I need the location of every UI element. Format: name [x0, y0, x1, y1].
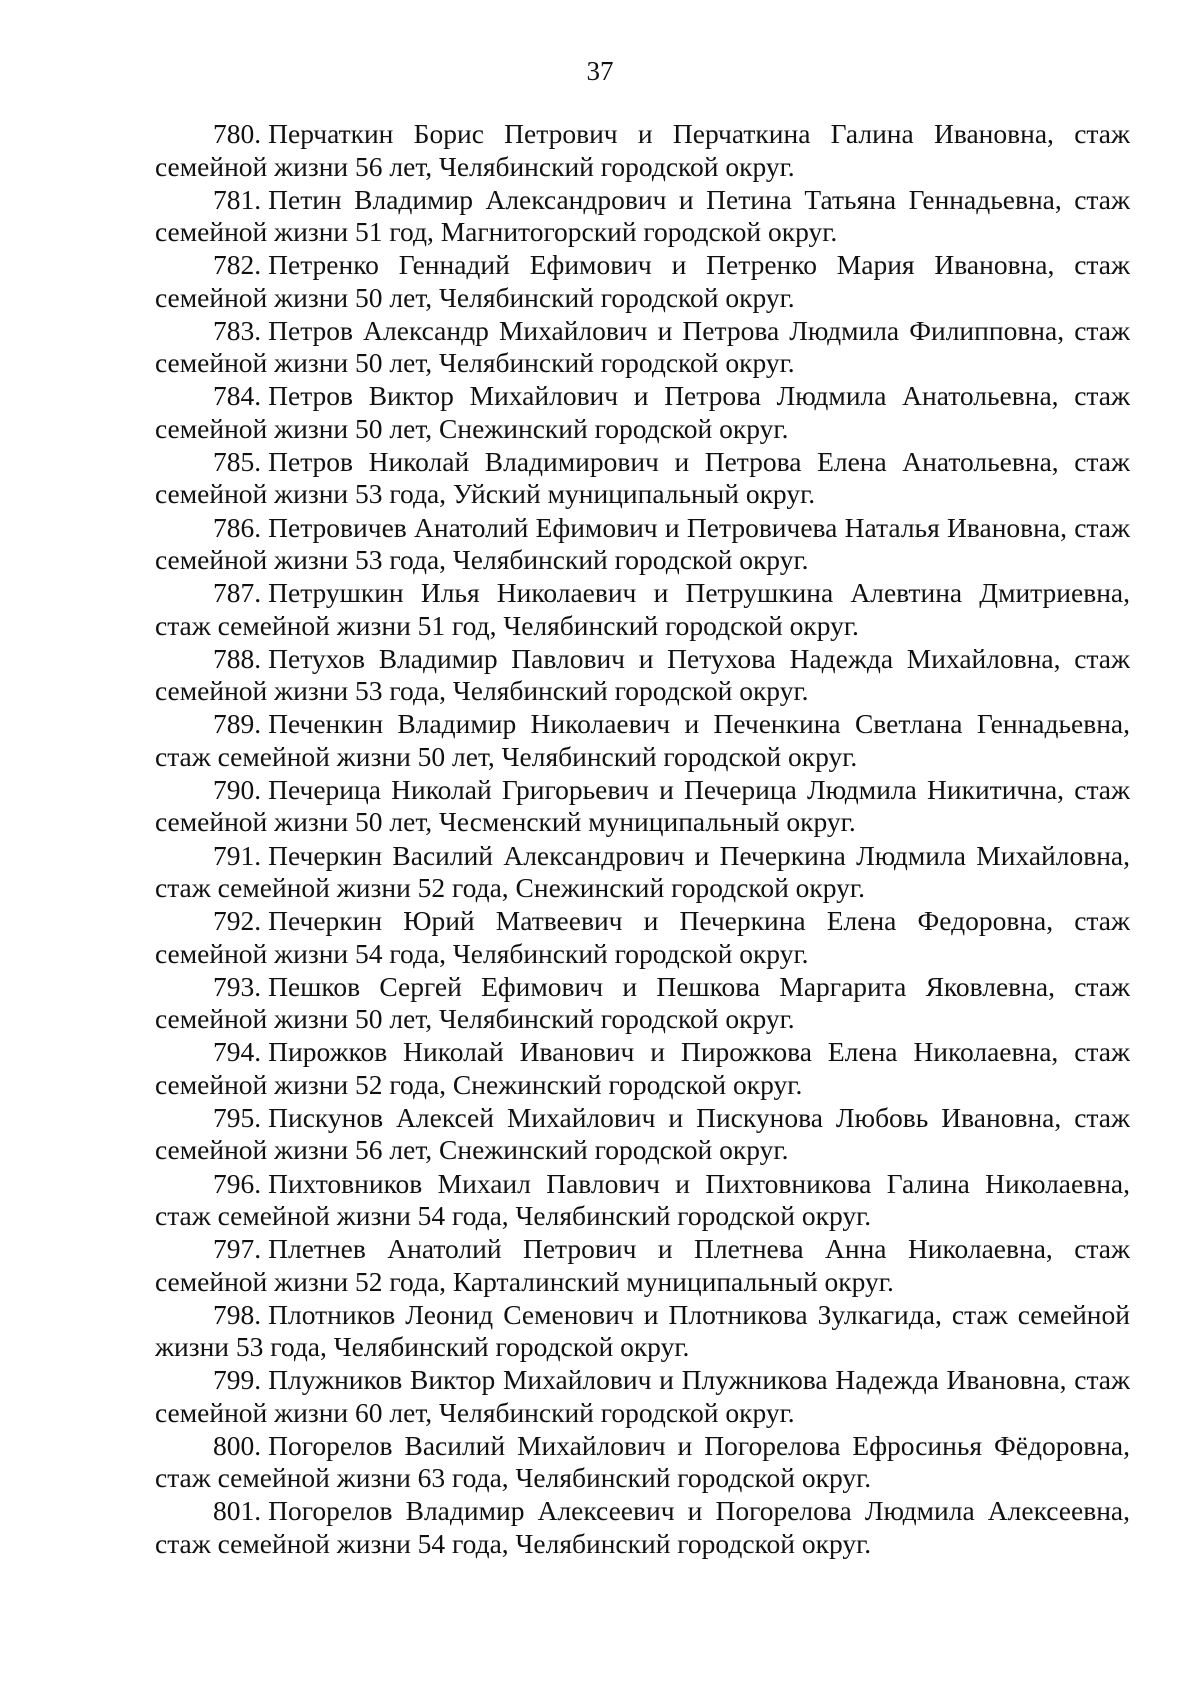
entry-number: 795.: [213, 1101, 262, 1133]
entry-number: 791.: [213, 839, 262, 871]
list-item: [155, 1036, 1130, 1101]
entry-text: Пешков Сергей Ефимович и Пешкова Маргарита Яковлевна, стаж семейной жизни 50 лет, Челябинский городской округ.: [155, 970, 1130, 1035]
entry-number: 794.: [213, 1036, 262, 1068]
entry-text: Перчаткин Борис Петрович и Перчаткина Галина Ивановна, стаж семейной жизни 56 лет, Челябинский городской округ.: [155, 118, 1130, 182]
entry-number: 786.: [213, 511, 262, 543]
entry-number: 788.: [213, 642, 262, 674]
entry-text: Петренко Геннадий Ефимович и Петренко Мария Ивановна, стаж семейной жизни 50 лет, Челябинский городской округ.: [155, 249, 1130, 313]
entry-number: 781.: [213, 183, 262, 215]
entry-text: Петров Николай Владимирович и Петрова Елена Анатольевна, стаж семейной жизни 53 года, Уйский муниципальный округ.: [155, 445, 1130, 510]
entry-number: 792.: [213, 905, 262, 937]
entry-text: Пихтовников Михаил Павлович и Пихтовникова Галина Николаевна, стаж семейной жизни 54 года, Челябинский городской округ.: [155, 1167, 1130, 1231]
entry-number: 789.: [213, 708, 262, 740]
list-item: [155, 643, 1130, 708]
list-item: [155, 118, 1130, 183]
page-number: 37: [586, 56, 614, 86]
list-item: [155, 184, 1130, 249]
entry-text: Погорелов Василий Михайлович и Погорелова Ефросинья Фёдоровна, стаж семейной жизни 63 года, Челябинский городской округ.: [155, 1429, 1130, 1494]
list-item: [155, 446, 1130, 511]
entry-text: Плетнев Анатолий Петрович и Плетнева Анна Николаевна, стаж семейной жизни 52 года, Карталинский муниципальный округ.: [155, 1233, 1130, 1297]
entry-number: 787.: [213, 577, 262, 609]
list-item: [155, 1430, 1130, 1495]
list-item: [155, 249, 1130, 314]
entry-number: 784.: [213, 380, 262, 412]
entry-number: 801.: [213, 1495, 262, 1527]
list-item: [155, 1495, 1130, 1560]
entry-list: [155, 118, 1130, 1561]
entry-text: Плужников Виктор Михайлович и Плужникова Надежда Ивановна, стаж семейной жизни 60 лет, Челябинский городской округ.: [155, 1364, 1130, 1428]
list-item: [155, 1364, 1130, 1429]
list-item: [155, 577, 1130, 642]
list-item: [155, 708, 1130, 773]
list-item: [155, 774, 1130, 839]
entry-number: 782.: [213, 249, 262, 281]
entry-text: Петин Владимир Александрович и Петина Татьяна Геннадьевна, стаж семейной жизни 51 год, Магнитогорский городской округ.: [155, 183, 1130, 248]
entry-number: 790.: [213, 773, 262, 805]
list-item: [155, 971, 1130, 1036]
entry-number: 783.: [213, 314, 262, 346]
entry-text: Пискунов Алексей Михайлович и Пискунова Любовь Ивановна, стаж семейной жизни 56 лет, Снежинский городской округ.: [155, 1101, 1130, 1166]
entry-text: Погорелов Владимир Алексеевич и Погорелова Людмила Алексеевна, стаж семейной жизни 54 года, Челябинский городской округ.: [155, 1495, 1130, 1559]
list-item: [155, 512, 1130, 577]
entry-number: 793.: [213, 970, 262, 1002]
entry-text: Пирожков Николай Иванович и Пирожкова Елена Николаевна, стаж семейной жизни 52 года, Снежинский городской округ.: [155, 1036, 1130, 1100]
entry-text: Печеркин Юрий Матвеевич и Печеркина Елена Федоровна, стаж семейной жизни 54 года, Челябинский городской округ.: [155, 905, 1130, 969]
entry-number: 785.: [213, 445, 262, 477]
entry-number: 800.: [213, 1429, 262, 1461]
list-item: [155, 1102, 1130, 1167]
entry-text: Петухов Владимир Павлович и Петухова Надежда Михайловна, стаж семейной жизни 53 года, Челябинский городской округ.: [155, 642, 1130, 707]
entry-number: 780.: [213, 118, 262, 149]
list-item: [155, 905, 1130, 970]
entry-text: Печеркин Василий Александрович и Печеркина Людмила Михайловна, стаж семейной жизни 52 года, Снежинский городской округ.: [155, 839, 1130, 904]
list-item: [155, 1168, 1130, 1233]
entry-text: Плотников Леонид Семенович и Плотникова Зулкагида, стаж семейной жизни 53 года, Челябинский городской округ.: [155, 1298, 1130, 1363]
list-item: [155, 315, 1130, 380]
entry-number: 797.: [213, 1233, 262, 1265]
entry-number: 799.: [213, 1364, 262, 1396]
entry-number: 796.: [213, 1167, 262, 1199]
entry-text: Петров Александр Михайлович и Петрова Людмила Филипповна, стаж семейной жизни 50 лет, Челябинский городской округ.: [155, 314, 1130, 379]
entry-number: 798.: [213, 1298, 262, 1330]
entry-text: Петрушкин Илья Николаевич и Петрушкина Алевтина Дмитриевна, стаж семейной жизни 51 год, Челябинский городской округ.: [155, 577, 1130, 641]
list-item: [155, 1233, 1130, 1298]
entry-text: Петров Виктор Михайлович и Петрова Людмила Анатольевна, стаж семейной жизни 50 лет, Снежинский городской округ.: [155, 380, 1130, 444]
entry-text: Печерица Николай Григорьевич и Печерица Людмила Никитична, стаж семейной жизни 50 лет, Чесменский муниципальный округ.: [155, 773, 1130, 838]
entry-text: Петровичев Анатолий Ефимович и Петровичева Наталья Ивановна, стаж семейной жизни 53 года, Челябинский городской округ.: [155, 511, 1130, 576]
list-item: [155, 1299, 1130, 1364]
list-item: [155, 840, 1130, 905]
list-item: [155, 380, 1130, 445]
entry-text: Печенкин Владимир Николаевич и Печенкина Светлана Геннадьевна, стаж семейной жизни 50 лет, Челябинский городской округ.: [155, 708, 1130, 772]
